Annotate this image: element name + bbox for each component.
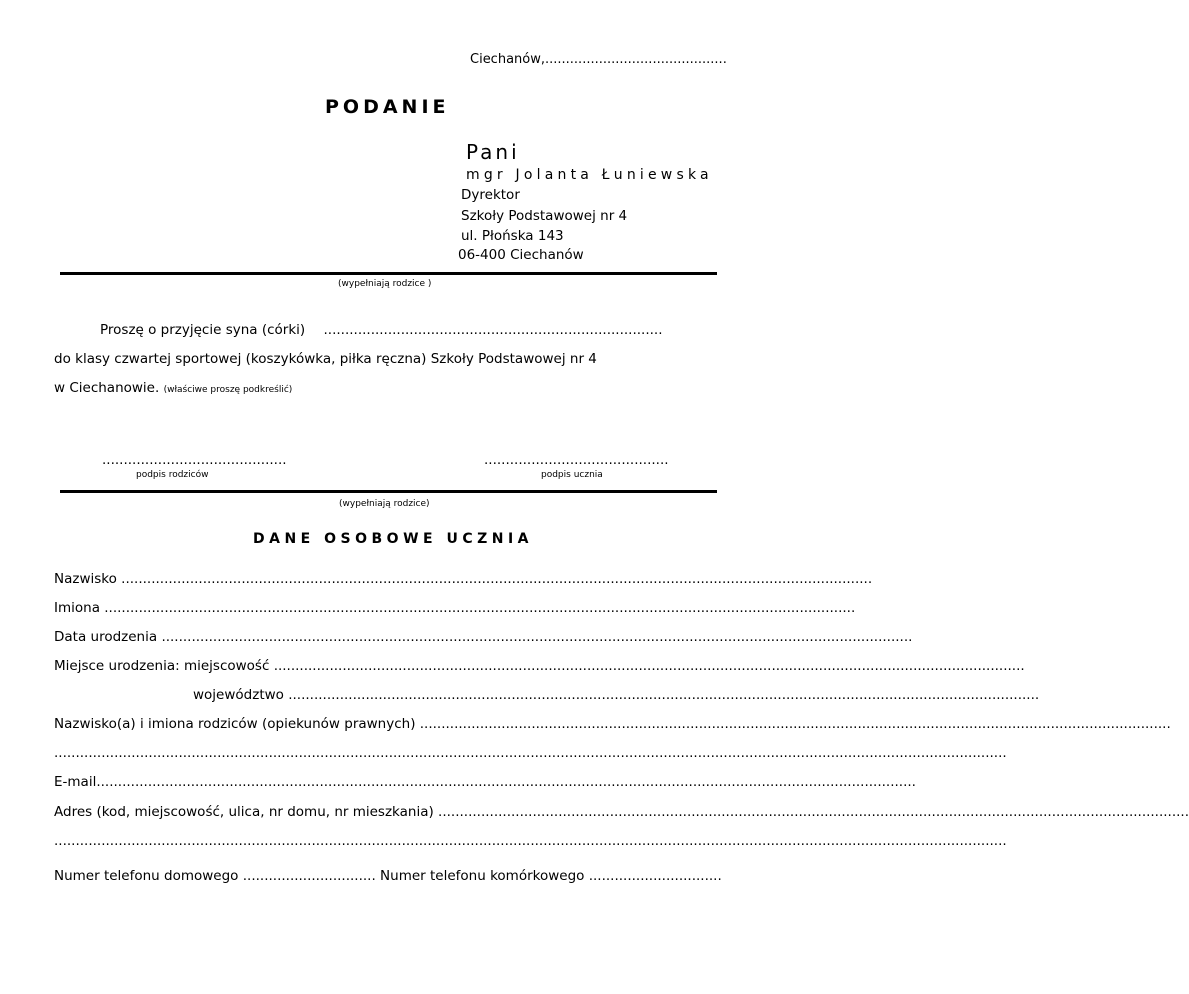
section-title: DANE OSOBOWE UCZNIA: [253, 531, 534, 547]
request-text-3: w Ciechanowie.: [54, 380, 160, 396]
field-label: Nazwisko(a) i imiona rodziców (opiekunów prawnych): [54, 716, 420, 732]
field-parents-names-continued: [54, 745, 1007, 761]
request-child-name-field[interactable]: ...............................................................................: [323, 322, 663, 338]
field-birth-date: [54, 629, 913, 645]
home-phone-label: Numer telefonu domowego: [54, 868, 243, 884]
field-input[interactable]: ...............................................................................................................................................................................: [288, 687, 1040, 703]
addressee-salutation: [466, 140, 520, 164]
note-parents-fill-1: (wypełniają rodzice ): [338, 279, 432, 289]
field-label: E-mail: [54, 774, 97, 790]
field-address-continued: [54, 833, 1007, 849]
field-address: [54, 804, 1189, 820]
field-label: Miejsce urodzenia: miejscowość: [54, 658, 274, 674]
request-line-3: [54, 380, 292, 396]
signature-student-field[interactable]: ...........................................: [484, 452, 669, 468]
divider-middle: [60, 490, 717, 493]
place-date: Ciechanów,............................................: [470, 52, 727, 67]
signature-parents-field[interactable]: ...........................................: [102, 452, 287, 468]
signature-student-label: podpis ucznia: [541, 470, 603, 480]
underline-note: (właściwe proszę podkreślić): [163, 385, 293, 395]
home-phone-input[interactable]: ...............................: [242, 868, 376, 884]
salutation-text: Pani: [466, 140, 520, 164]
field-input[interactable]: ...............................................................................................................................................................................................: [96, 774, 916, 790]
divider-top: [60, 272, 717, 275]
addressee-city: 06-400 Ciechanów: [458, 247, 584, 263]
field-input[interactable]: ...............................................................................................................................................................................: [273, 658, 1025, 674]
field-input[interactable]: ...............................................................................................................................................................................: [419, 716, 1171, 732]
field-label: Nazwisko: [54, 571, 122, 587]
field-input[interactable]: ..............................................................................................................................................................................................................................: [54, 745, 1007, 761]
field-input[interactable]: ...............................................................................................................................................................................: [438, 804, 1189, 820]
field-input[interactable]: ...............................................................................................................................................................................: [161, 629, 913, 645]
addressee-school: Szkoły Podstawowej nr 4: [461, 208, 628, 224]
addressee-role: Dyrektor: [461, 187, 520, 203]
field-voivodeship: [193, 687, 1040, 703]
field-input[interactable]: ...............................................................................................................................................................................: [104, 600, 856, 616]
field-label: Imiona: [54, 600, 105, 616]
note-parents-fill-2: (wypełniają rodzice): [339, 499, 430, 509]
signature-parents-label: podpis rodziców: [136, 470, 209, 480]
mobile-phone-label: Numer telefonu komórkowego: [375, 868, 589, 884]
field-phones: [54, 868, 722, 884]
field-input[interactable]: ...............................................................................................................................................................................: [121, 571, 873, 587]
request-line-1: [100, 322, 663, 338]
field-surname: [54, 571, 873, 587]
field-first-names: [54, 600, 856, 616]
field-birth-place: [54, 658, 1025, 674]
request-text-1: Proszę o przyjęcie syna (córki): [100, 322, 306, 338]
field-email: [54, 774, 916, 790]
request-line-2: do klasy czwartej sportowej (koszykówka, piłka ręczna) Szkoły Podstawowej nr 4: [54, 351, 597, 367]
mobile-phone-input[interactable]: ...............................: [588, 868, 722, 884]
field-parents-names: [54, 716, 1171, 732]
field-label: Data urodzenia: [54, 629, 162, 645]
field-label: Adres (kod, miejscowość, ulica, nr domu, nr mieszkania): [54, 804, 439, 820]
addressee-street: ul. Płońska 143: [461, 228, 564, 244]
field-label: województwo: [193, 687, 289, 703]
field-input[interactable]: ..............................................................................................................................................................................................................................: [54, 833, 1007, 849]
document-title: PODANIE: [325, 96, 450, 118]
addressee-name: mgr Jolanta Łuniewska: [466, 167, 713, 183]
